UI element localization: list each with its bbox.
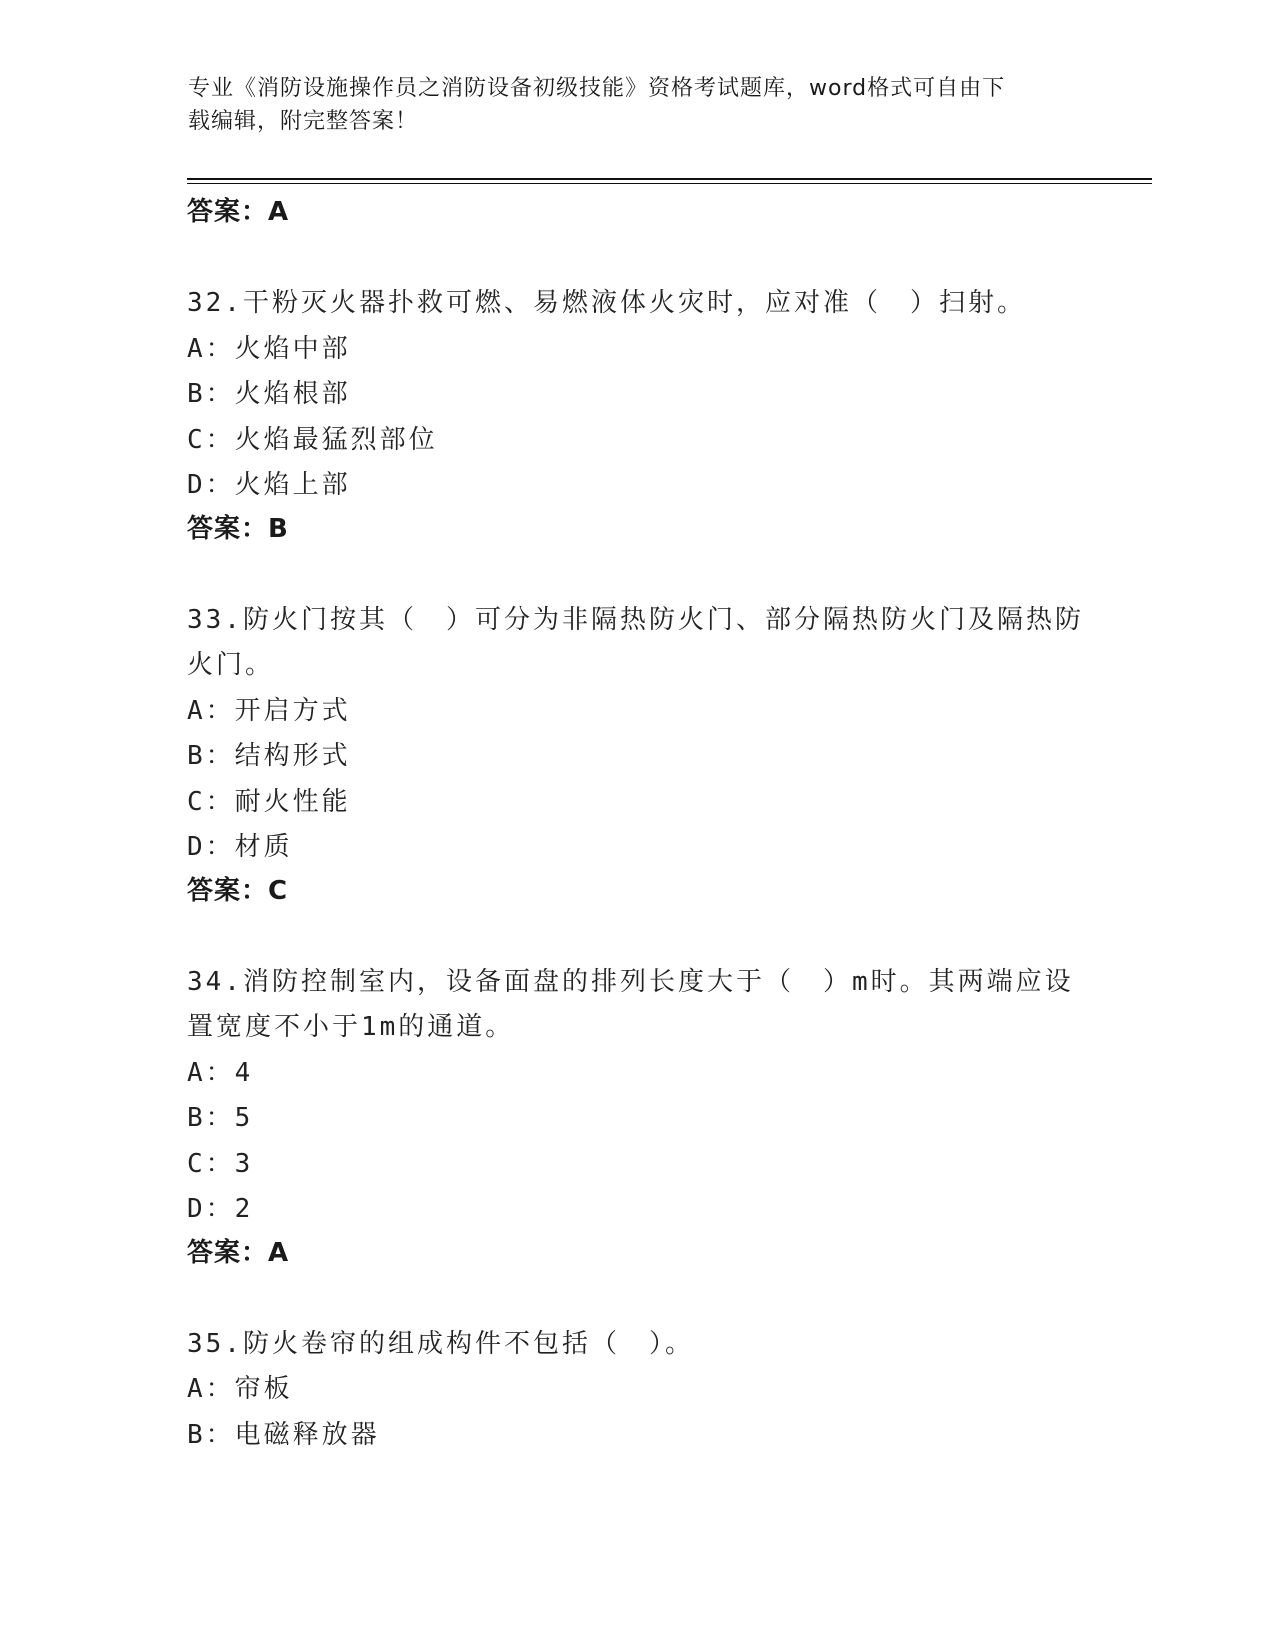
header-line-1: 专业《消防设施操作员之消防设备初级技能》资格考试题库，word格式可自由下 xyxy=(188,76,1006,101)
option-a: A：4 xyxy=(187,1057,254,1088)
question-stem: 33.防火门按其（ ）可分为非隔热防火门、部分隔热防火门及隔热防火门。 xyxy=(187,604,1084,680)
question-32 xyxy=(187,281,1087,554)
question-34 xyxy=(187,960,1087,1278)
option-c: C：火焰最猛烈部位 xyxy=(187,424,438,455)
header-rule-thin xyxy=(187,183,1152,184)
option-c: C：3 xyxy=(187,1148,254,1179)
header-rule-thick xyxy=(187,178,1152,180)
option-c: C：耐火性能 xyxy=(187,786,351,817)
question-35 xyxy=(187,1322,1087,1459)
question-33 xyxy=(187,598,1087,916)
option-b: B：火焰根部 xyxy=(187,379,351,409)
option-b: B：电磁释放器 xyxy=(187,1419,380,1450)
option-d: D：材质 xyxy=(187,832,293,862)
header-line-2: 载编辑，附完整答案！ xyxy=(188,109,419,134)
option-a: A：火焰中部 xyxy=(187,333,351,364)
option-a: A：开启方式 xyxy=(187,695,351,726)
question-stem: 35.防火卷帘的组成构件不包括（ ）。 xyxy=(187,1328,694,1359)
option-b: B：5 xyxy=(187,1103,254,1133)
option-d: D：2 xyxy=(187,1194,254,1224)
answer-q31: 答案：A xyxy=(187,197,290,227)
option-b: B：结构形式 xyxy=(187,741,351,771)
question-stem: 32.干粉灭火器扑救可燃、易燃液体火灾时，应对准（ ）扫射。 xyxy=(187,288,1026,318)
question-list xyxy=(187,192,1087,1458)
option-a: A：帘板 xyxy=(187,1374,293,1404)
question-stem: 34.消防控制室内，设备面盘的排列长度大于（ ）m时。其两端应设置宽度不小于1m的通道。 xyxy=(187,966,1074,1042)
option-d: D：火焰上部 xyxy=(187,470,351,500)
document-header xyxy=(188,72,1068,138)
answer: 答案：A xyxy=(187,1237,290,1268)
answer: 答案：C xyxy=(187,875,289,906)
answer: 答案：B xyxy=(187,513,289,544)
